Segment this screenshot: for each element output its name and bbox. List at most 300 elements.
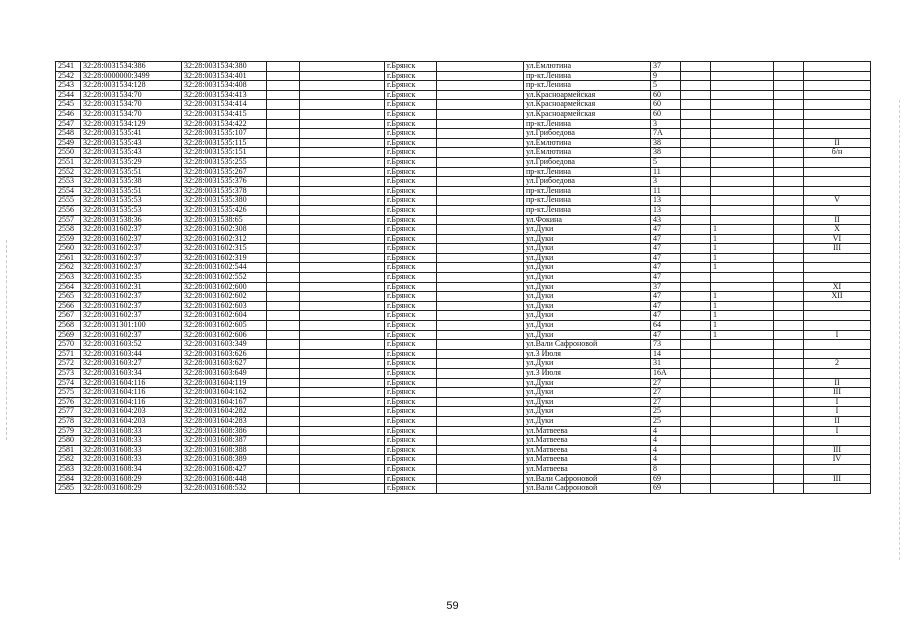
row-number-cell: 2562 (56, 263, 81, 273)
house-number-cell: 16А (651, 369, 681, 379)
table-row (56, 340, 871, 350)
empty-cell (437, 244, 524, 254)
building-cell (711, 71, 774, 81)
table-row (56, 263, 871, 273)
parcel-cadastral-cell: 32:28:0031534:70 (81, 100, 182, 110)
parcel-cadastral-cell: 32:28:0031535:43 (81, 138, 182, 148)
empty-cell (774, 129, 804, 139)
premises-cell: б/н (804, 148, 871, 158)
city-cell: г.Брянск (385, 330, 437, 340)
premises-cell (804, 436, 871, 446)
street-cell: ул.Матвеева (524, 455, 651, 465)
empty-cell (774, 292, 804, 302)
premises-cell: VI (804, 234, 871, 244)
empty-cell (774, 407, 804, 417)
row-number-cell: 2581 (56, 445, 81, 455)
house-number-cell: 47 (651, 234, 681, 244)
parcel-cadastral-cell: 32:28:0031602:37 (81, 234, 182, 244)
house-number-cell: 69 (651, 474, 681, 484)
building-cell: 1 (711, 244, 774, 254)
empty-cell (267, 292, 300, 302)
empty-cell (681, 388, 711, 398)
street-cell: ул.Дуки (524, 407, 651, 417)
parcel-cadastral-cell: 32:28:0031535:53 (81, 196, 182, 206)
object-cadastral-cell: 32:28:0031535:255 (182, 157, 267, 167)
building-cell (711, 359, 774, 369)
table-row (56, 196, 871, 206)
parcel-cadastral-cell: 32:28:0031535:51 (81, 186, 182, 196)
empty-cell (437, 253, 524, 263)
building-cell (711, 436, 774, 446)
house-number-cell: 27 (651, 378, 681, 388)
street-cell: ул.Емлютина (524, 62, 651, 72)
empty-cell (774, 148, 804, 158)
house-number-cell: 4 (651, 436, 681, 446)
row-number-cell: 2577 (56, 407, 81, 417)
empty-cell (437, 196, 524, 206)
empty-cell (681, 416, 711, 426)
empty-cell (300, 369, 385, 379)
empty-cell (267, 234, 300, 244)
object-cadastral-cell: 32:28:0031603:626 (182, 349, 267, 359)
parcel-cadastral-cell: 32:28:0031604:116 (81, 378, 182, 388)
table-row (56, 311, 871, 321)
street-cell: пр-кт.Ленина (524, 71, 651, 81)
object-cadastral-cell: 32:28:0031608:427 (182, 464, 267, 474)
empty-cell (437, 311, 524, 321)
city-cell: г.Брянск (385, 263, 437, 273)
empty-cell (681, 148, 711, 158)
empty-cell (300, 378, 385, 388)
row-number-cell: 2554 (56, 186, 81, 196)
empty-cell (774, 464, 804, 474)
row-number-cell: 2579 (56, 426, 81, 436)
object-cadastral-cell: 32:28:0031603:649 (182, 369, 267, 379)
empty-cell (300, 196, 385, 206)
street-cell: ул.Вали Сафроновой (524, 340, 651, 350)
row-number-cell: 2583 (56, 464, 81, 474)
building-cell (711, 340, 774, 350)
empty-cell (681, 292, 711, 302)
row-number-cell: 2574 (56, 378, 81, 388)
empty-cell (681, 129, 711, 139)
premises-cell (804, 167, 871, 177)
row-number-cell: 2561 (56, 253, 81, 263)
empty-cell (300, 455, 385, 465)
street-cell: ул.Дуки (524, 292, 651, 302)
empty-cell (300, 148, 385, 158)
parcel-cadastral-cell: 32:28:0031603:27 (81, 359, 182, 369)
street-cell: ул.Вали Сафроновой (524, 484, 651, 494)
empty-cell (774, 340, 804, 350)
premises-cell (804, 129, 871, 139)
street-cell: ул.Дуки (524, 378, 651, 388)
street-cell: ул.Вали Сафроновой (524, 474, 651, 484)
parcel-cadastral-cell: 32:28:0031608:29 (81, 474, 182, 484)
table-row (56, 445, 871, 455)
empty-cell (300, 416, 385, 426)
building-cell (711, 426, 774, 436)
empty-cell (267, 253, 300, 263)
table-row (56, 388, 871, 398)
building-cell (711, 378, 774, 388)
empty-cell (300, 100, 385, 110)
empty-cell (681, 464, 711, 474)
object-cadastral-cell: 32:28:0031604:282 (182, 407, 267, 417)
empty-cell (437, 282, 524, 292)
building-cell: 1 (711, 311, 774, 321)
empty-cell (437, 349, 524, 359)
house-number-cell: 4 (651, 445, 681, 455)
premises-cell (804, 119, 871, 129)
table-row (56, 292, 871, 302)
building-cell (711, 369, 774, 379)
empty-cell (267, 484, 300, 494)
empty-cell (774, 177, 804, 187)
empty-cell (437, 90, 524, 100)
house-number-cell: 47 (651, 263, 681, 273)
object-cadastral-cell: 32:28:0031534:408 (182, 81, 267, 91)
building-cell (711, 196, 774, 206)
parcel-cadastral-cell: 32:28:0031603:44 (81, 349, 182, 359)
object-cadastral-cell: 32:28:0031602:600 (182, 282, 267, 292)
premises-cell: II (804, 215, 871, 225)
empty-cell (437, 426, 524, 436)
object-cadastral-cell: 32:28:0031602:604 (182, 311, 267, 321)
table-row (56, 138, 871, 148)
empty-cell (774, 263, 804, 273)
empty-cell (300, 426, 385, 436)
empty-cell (437, 378, 524, 388)
street-cell: ул.Фокина (524, 215, 651, 225)
empty-cell (267, 378, 300, 388)
empty-cell (681, 138, 711, 148)
house-number-cell: 13 (651, 196, 681, 206)
city-cell: г.Брянск (385, 138, 437, 148)
city-cell: г.Брянск (385, 388, 437, 398)
empty-cell (267, 407, 300, 417)
empty-cell (774, 196, 804, 206)
parcel-cadastral-cell: 32:28:0031603:34 (81, 369, 182, 379)
row-number-cell: 2576 (56, 397, 81, 407)
empty-cell (267, 205, 300, 215)
building-cell: 1 (711, 234, 774, 244)
object-cadastral-cell: 32:28:0031602:544 (182, 263, 267, 273)
city-cell: г.Брянск (385, 407, 437, 417)
empty-cell (300, 186, 385, 196)
parcel-cadastral-cell: 32:28:0031608:33 (81, 455, 182, 465)
row-number-cell: 2541 (56, 62, 81, 72)
premises-cell (804, 349, 871, 359)
table-row (56, 436, 871, 446)
house-number-cell: 11 (651, 186, 681, 196)
empty-cell (774, 369, 804, 379)
premises-cell: I (804, 426, 871, 436)
building-cell: 1 (711, 330, 774, 340)
object-cadastral-cell: 32:28:0031534:401 (182, 71, 267, 81)
parcel-cadastral-cell: 32:28:0031602:37 (81, 301, 182, 311)
row-number-cell: 2551 (56, 157, 81, 167)
house-number-cell: 31 (651, 359, 681, 369)
street-cell: ул.Матвеева (524, 445, 651, 455)
object-cadastral-cell: 32:28:0031603:627 (182, 359, 267, 369)
empty-cell (300, 436, 385, 446)
table-row (56, 100, 871, 110)
empty-cell (774, 330, 804, 340)
city-cell: г.Брянск (385, 196, 437, 206)
premises-cell (804, 109, 871, 119)
premises-cell (804, 273, 871, 283)
city-cell: г.Брянск (385, 119, 437, 129)
parcel-cadastral-cell: 32:28:0031608:34 (81, 464, 182, 474)
city-cell: г.Брянск (385, 484, 437, 494)
empty-cell (437, 464, 524, 474)
premises-cell (804, 62, 871, 72)
empty-cell (267, 330, 300, 340)
empty-cell (300, 177, 385, 187)
empty-cell (267, 119, 300, 129)
street-cell: пр-кт.Ленина (524, 205, 651, 215)
empty-cell (681, 244, 711, 254)
building-cell (711, 109, 774, 119)
premises-cell: II (804, 138, 871, 148)
empty-cell (267, 474, 300, 484)
house-number-cell: 43 (651, 215, 681, 225)
street-cell: ул.Матвеева (524, 436, 651, 446)
building-cell (711, 90, 774, 100)
premises-cell (804, 464, 871, 474)
empty-cell (300, 359, 385, 369)
empty-cell (681, 378, 711, 388)
street-cell: пр-кт.Ленина (524, 167, 651, 177)
empty-cell (774, 445, 804, 455)
premises-cell: X (804, 225, 871, 235)
empty-cell (437, 129, 524, 139)
street-cell: ул.Дуки (524, 253, 651, 263)
object-cadastral-cell: 32:28:0031602:603 (182, 301, 267, 311)
premises-cell: III (804, 244, 871, 254)
row-number-cell: 2546 (56, 109, 81, 119)
building-cell (711, 186, 774, 196)
building-cell (711, 407, 774, 417)
parcel-cadastral-cell: 32:28:0031604:116 (81, 388, 182, 398)
empty-cell (681, 225, 711, 235)
empty-cell (681, 234, 711, 244)
row-number-cell: 2556 (56, 205, 81, 215)
empty-cell (267, 196, 300, 206)
building-cell: 1 (711, 253, 774, 263)
empty-cell (681, 397, 711, 407)
table-row (56, 369, 871, 379)
empty-cell (300, 445, 385, 455)
empty-cell (300, 234, 385, 244)
premises-cell (804, 100, 871, 110)
empty-cell (681, 445, 711, 455)
city-cell: г.Брянск (385, 81, 437, 91)
empty-cell (681, 109, 711, 119)
premises-cell: 2 (804, 359, 871, 369)
street-cell: ул.3 Июля (524, 349, 651, 359)
empty-cell (437, 455, 524, 465)
empty-cell (300, 109, 385, 119)
empty-cell (774, 109, 804, 119)
empty-cell (681, 157, 711, 167)
empty-cell (300, 301, 385, 311)
table-row (56, 397, 871, 407)
empty-cell (300, 244, 385, 254)
empty-cell (774, 426, 804, 436)
city-cell: г.Брянск (385, 340, 437, 350)
empty-cell (774, 100, 804, 110)
empty-cell (681, 167, 711, 177)
row-number-cell: 2582 (56, 455, 81, 465)
premises-cell (804, 253, 871, 263)
building-cell (711, 205, 774, 215)
city-cell: г.Брянск (385, 436, 437, 446)
row-number-cell: 2575 (56, 388, 81, 398)
premises-cell (804, 263, 871, 273)
parcel-cadastral-cell: 32:28:0031608:33 (81, 445, 182, 455)
city-cell: г.Брянск (385, 301, 437, 311)
empty-cell (300, 225, 385, 235)
empty-cell (774, 273, 804, 283)
city-cell: г.Брянск (385, 62, 437, 72)
premises-cell (804, 369, 871, 379)
city-cell: г.Брянск (385, 177, 437, 187)
row-number-cell: 2584 (56, 474, 81, 484)
empty-cell (267, 301, 300, 311)
object-cadastral-cell: 32:28:0031603:349 (182, 340, 267, 350)
table-row (56, 167, 871, 177)
table-row (56, 129, 871, 139)
parcel-cadastral-cell: 32:28:0031602:37 (81, 263, 182, 273)
empty-cell (681, 349, 711, 359)
row-number-cell: 2548 (56, 129, 81, 139)
row-number-cell: 2544 (56, 90, 81, 100)
row-number-cell: 2571 (56, 349, 81, 359)
empty-cell (267, 369, 300, 379)
row-number-cell: 2560 (56, 244, 81, 254)
empty-cell (774, 157, 804, 167)
empty-cell (300, 119, 385, 129)
object-cadastral-cell: 32:28:0031534:422 (182, 119, 267, 129)
row-number-cell: 2549 (56, 138, 81, 148)
city-cell: г.Брянск (385, 148, 437, 158)
parcel-cadastral-cell: 32:28:0031534:70 (81, 109, 182, 119)
parcel-cadastral-cell: 32:28:0031535:43 (81, 148, 182, 158)
table-row (56, 330, 871, 340)
city-cell: г.Брянск (385, 234, 437, 244)
building-cell (711, 349, 774, 359)
parcel-cadastral-cell: 32:28:0031602:31 (81, 282, 182, 292)
house-number-cell: 9 (651, 71, 681, 81)
empty-cell (267, 282, 300, 292)
empty-cell (437, 215, 524, 225)
table-row (56, 455, 871, 465)
row-number-cell: 2564 (56, 282, 81, 292)
empty-cell (681, 340, 711, 350)
empty-cell (437, 292, 524, 302)
empty-cell (681, 436, 711, 446)
row-number-cell: 2580 (56, 436, 81, 446)
city-cell: г.Брянск (385, 215, 437, 225)
empty-cell (300, 81, 385, 91)
building-cell (711, 273, 774, 283)
house-number-cell: 3 (651, 177, 681, 187)
building-cell (711, 119, 774, 129)
city-cell: г.Брянск (385, 416, 437, 426)
scan-edge-left (6, 240, 8, 440)
street-cell: ул.Дуки (524, 321, 651, 331)
premises-cell: III (804, 445, 871, 455)
building-cell (711, 484, 774, 494)
empty-cell (681, 330, 711, 340)
city-cell: г.Брянск (385, 426, 437, 436)
empty-cell (774, 225, 804, 235)
table-row (56, 416, 871, 426)
premises-cell (804, 186, 871, 196)
table-row (56, 205, 871, 215)
street-cell: пр-кт.Ленина (524, 186, 651, 196)
object-cadastral-cell: 32:28:0031534:380 (182, 62, 267, 72)
table-row (56, 157, 871, 167)
parcel-cadastral-cell: 32:28:0031608:33 (81, 426, 182, 436)
premises-cell: I (804, 397, 871, 407)
empty-cell (267, 157, 300, 167)
empty-cell (300, 215, 385, 225)
city-cell: г.Брянск (385, 253, 437, 263)
city-cell: г.Брянск (385, 225, 437, 235)
empty-cell (774, 455, 804, 465)
house-number-cell: 25 (651, 416, 681, 426)
empty-cell (437, 177, 524, 187)
house-number-cell: 37 (651, 282, 681, 292)
parcel-cadastral-cell: 32:28:0031603:52 (81, 340, 182, 350)
empty-cell (774, 81, 804, 91)
empty-cell (437, 301, 524, 311)
empty-cell (437, 62, 524, 72)
object-cadastral-cell: 32:28:0031602:312 (182, 234, 267, 244)
building-cell: 1 (711, 225, 774, 235)
object-cadastral-cell: 32:28:0031608:387 (182, 436, 267, 446)
parcel-cadastral-cell: 32:28:0031301:100 (81, 321, 182, 331)
street-cell: ул.3 Июля (524, 369, 651, 379)
city-cell: г.Брянск (385, 129, 437, 139)
row-number-cell: 2550 (56, 148, 81, 158)
city-cell: г.Брянск (385, 157, 437, 167)
city-cell: г.Брянск (385, 369, 437, 379)
premises-cell (804, 71, 871, 81)
row-number-cell: 2567 (56, 311, 81, 321)
city-cell: г.Брянск (385, 378, 437, 388)
empty-cell (774, 71, 804, 81)
city-cell: г.Брянск (385, 321, 437, 331)
street-cell: ул.Матвеева (524, 464, 651, 474)
house-number-cell: 27 (651, 388, 681, 398)
empty-cell (437, 81, 524, 91)
empty-cell (437, 186, 524, 196)
city-cell: г.Брянск (385, 397, 437, 407)
empty-cell (267, 273, 300, 283)
house-number-cell: 47 (651, 225, 681, 235)
parcel-cadastral-cell: 32:28:0031602:37 (81, 225, 182, 235)
premises-cell (804, 311, 871, 321)
street-cell: ул.Дуки (524, 244, 651, 254)
empty-cell (774, 301, 804, 311)
object-cadastral-cell: 32:28:0031602:308 (182, 225, 267, 235)
property-register-table (55, 61, 871, 494)
table-row (56, 119, 871, 129)
